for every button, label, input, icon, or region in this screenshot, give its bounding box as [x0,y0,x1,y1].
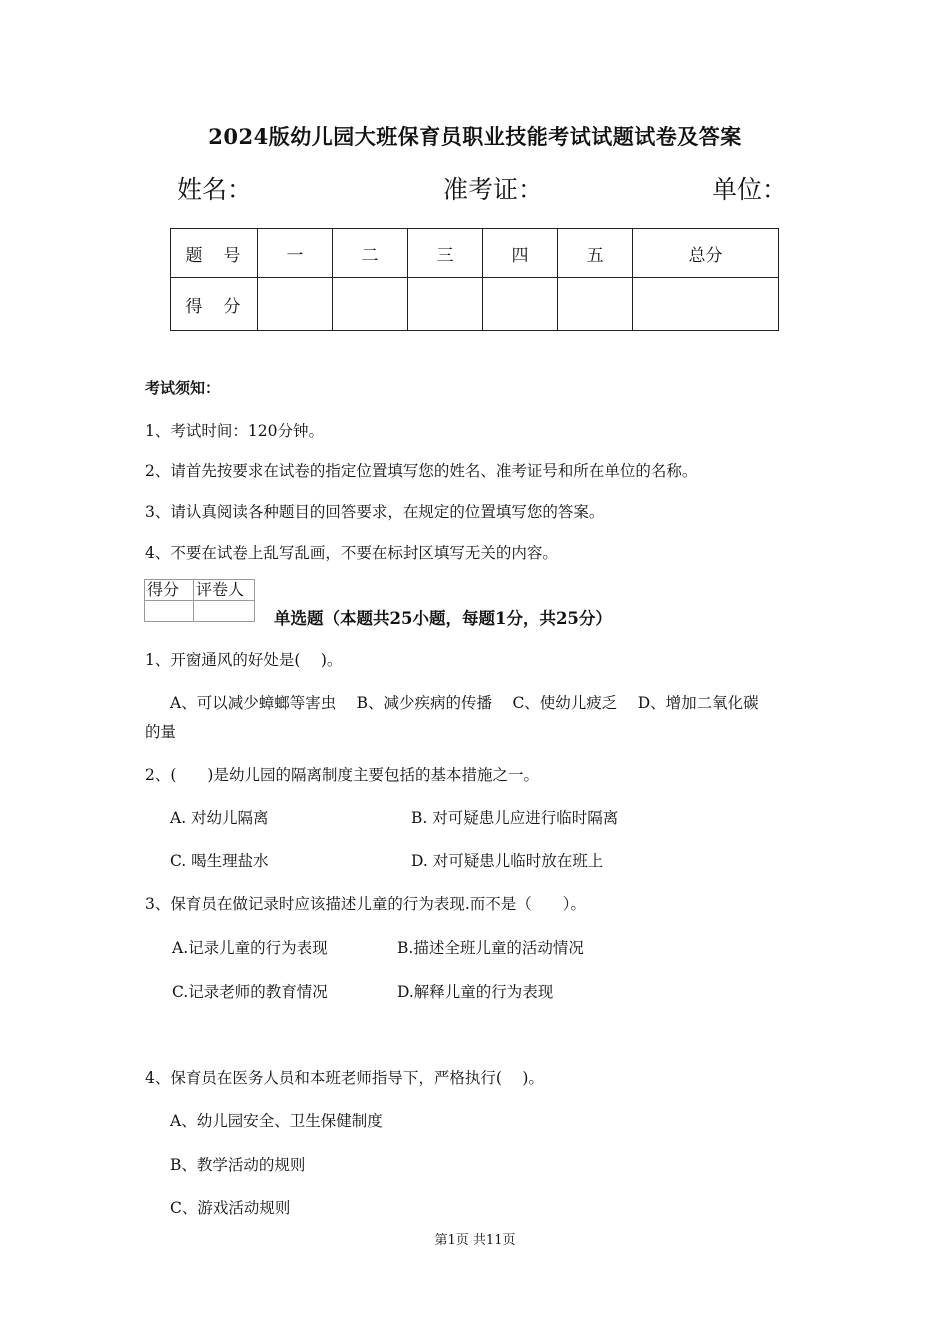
score-input-cell [633,278,779,331]
option-d: D. 对可疑患儿临时放在班上 [411,852,604,870]
question-options: A、可以减少蟑螂等害虫 B、减少疾病的传播 C、使幼儿疲乏 D、增加二氧化碳 [170,694,759,712]
notice-item: 2、请首先按要求在试卷的指定位置填写您的姓名、准考证号和所在单位的名称。 [145,462,698,480]
score-table-cell: 四 [483,229,558,278]
name-field-label: 姓名： [177,175,253,204]
notice-item: 4、不要在试卷上乱写乱画，不要在标封区填写无关的内容。 [145,544,558,562]
score-table [170,228,779,331]
option-d: D.解释儿童的行为表现 [397,983,554,1001]
score-input-cell [408,278,483,331]
page-footer: 第1页 共11页 [434,1233,516,1248]
notice-heading: 考试须知： [145,379,221,397]
score-table-cell: 题 号 [171,229,258,278]
score-input-cell [558,278,633,331]
section-title: 单选题（本题共25小题，每题1分，共25分） [274,609,612,628]
grader-name-cell [194,601,255,622]
question-stem: 2、( )是幼儿园的隔离制度主要包括的基本措施之一。 [145,766,539,784]
grader-score-cell [145,601,194,622]
question-stem: 3、保育员在做记录时应该描述儿童的行为表现.而不是（ ）。 [145,895,587,913]
score-row-label: 得 分 [171,278,258,331]
option-b: B.描述全班儿童的活动情况 [397,939,584,957]
score-table-header-row [171,229,779,278]
score-table-cell: 一 [258,229,333,278]
score-table-cell: 二 [333,229,408,278]
score-input-cell [333,278,408,331]
option-a: A.记录儿童的行为表现 [172,939,328,957]
score-table-score-row [171,278,779,331]
unit-field-label: 单位： [712,175,788,204]
option-c: C.记录老师的教育情况 [172,983,328,1001]
grader-box [144,579,255,622]
option-a: A. 对幼儿隔离 [170,809,269,827]
option-b: B. 对可疑患儿应进行临时隔离 [411,809,619,827]
question-stem: 4、保育员在医务人员和本班老师指导下，严格执行( )。 [145,1069,544,1087]
option-c: C. 喝生理盐水 [170,852,269,870]
option-c: C、游戏活动规则 [170,1199,291,1217]
grader-score-label: 得分 [145,580,194,601]
question-stem: 1、开窗通风的好处是( )。 [145,651,343,669]
notice-item: 3、请认真阅读各种题目的回答要求，在规定的位置填写您的答案。 [145,503,605,521]
score-table-cell: 三 [408,229,483,278]
score-table-cell: 总分 [633,229,779,278]
grader-name-label: 评卷人 [194,580,255,601]
score-table-cell: 五 [558,229,633,278]
document-title: 2024版幼儿园大班保育员职业技能考试试题试卷及答案 [208,124,742,149]
question-options-wrap: 的量 [145,723,177,741]
exam-id-field-label: 准考证： [443,175,544,204]
score-input-cell [258,278,333,331]
option-b: B、教学活动的规则 [170,1156,306,1174]
score-input-cell [483,278,558,331]
notice-item: 1、考试时间：120分钟。 [145,422,324,440]
option-a: A、幼儿园安全、卫生保健制度 [170,1112,383,1130]
